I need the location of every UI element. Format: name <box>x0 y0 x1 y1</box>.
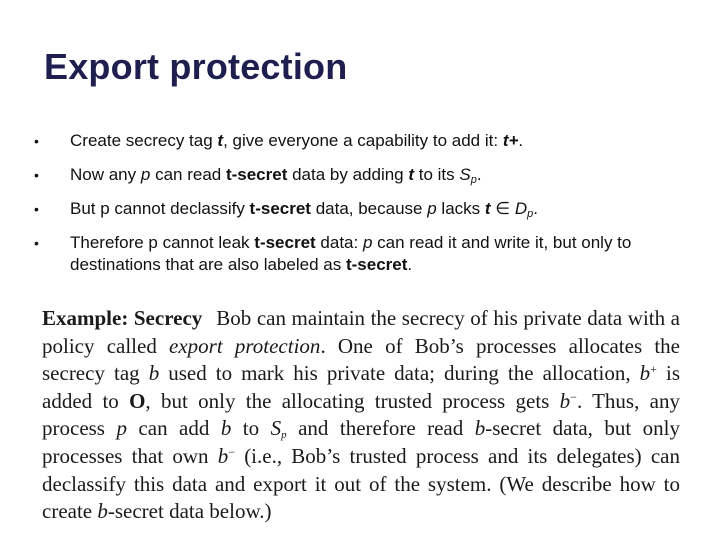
example-paragraph <box>42 305 680 526</box>
bullet-list <box>30 130 690 288</box>
example-text: to <box>231 416 271 441</box>
example-text: S <box>270 416 282 441</box>
example-text: b <box>220 416 232 441</box>
example-subscript: p <box>281 429 287 442</box>
bullet-text: data: <box>315 233 363 252</box>
example-text: b <box>639 361 651 386</box>
example-heading: Example: Secrecy <box>42 306 203 330</box>
example-text: b <box>559 388 571 413</box>
bullet-text: t-secret <box>249 199 311 218</box>
bullet-text: data by adding <box>287 165 409 184</box>
example-text: and therefore read <box>286 416 475 441</box>
bullet-text: . <box>533 199 538 218</box>
bullet-text: t <box>217 131 224 150</box>
example-text: b <box>148 361 160 386</box>
bullet-text: p <box>140 165 151 184</box>
bullet-text: p <box>427 199 437 218</box>
bullet-text: . <box>518 131 524 150</box>
example-text: b <box>97 499 108 524</box>
example-text: used to mark his private data; during the allocation, <box>159 361 640 386</box>
bullet-text: , give everyone a capability to add it: <box>223 131 503 150</box>
bullet-item <box>30 164 690 186</box>
example-text: is added to <box>42 361 680 413</box>
bullet-text: t-secret <box>254 233 316 252</box>
bullet-text: D <box>514 199 528 218</box>
bullet-dot-icon: • <box>34 133 39 149</box>
bullet-text: Create secrecy tag <box>70 131 218 150</box>
bullet-text: can read it and write it, but only to destinations that are also labeled as <box>70 233 632 274</box>
example-superscript: − <box>228 444 235 459</box>
bullet-text: Now any <box>70 165 141 184</box>
example-text: , but only the allocating trusted process gets <box>145 388 560 413</box>
example-superscript: − <box>570 389 577 404</box>
example-text: Bob can maintain the secrecy of his private data with a policy called <box>42 306 681 358</box>
bullet-item <box>30 232 690 276</box>
example-text: . One of Bob’s processes allocates the secrecy tag <box>42 333 680 386</box>
bullet-text: Therefore p cannot leak <box>70 233 255 252</box>
example-text: p <box>116 416 127 441</box>
bullet-dot-icon: • <box>34 167 39 183</box>
bullet-subscript: p <box>527 208 534 220</box>
page-title: Export protection <box>44 46 348 87</box>
bullet-text: t-secret <box>345 255 408 274</box>
bullet-text: . <box>407 255 413 274</box>
example-text: -secret data below.) <box>107 499 272 524</box>
bullet-text: t <box>408 165 415 184</box>
example-text: b <box>217 443 229 468</box>
bullet-text: ∈ <box>490 199 515 218</box>
example-text: (i.e., Bob’s trusted process and its delegates) can declassify this data and export it out of the system. (We describe how to create <box>42 443 681 524</box>
bullet-text: can read <box>150 165 226 184</box>
bullet-text: to its <box>414 165 460 184</box>
example-text: can add <box>126 416 221 441</box>
bullet-text: t-secret <box>225 165 288 184</box>
bullet-text: data, because <box>310 199 428 218</box>
bullet-dot-icon: • <box>34 235 39 251</box>
example-text: b <box>474 416 486 441</box>
bullet-item <box>30 130 690 152</box>
bullet-text: S <box>459 165 471 184</box>
example-text: . Thus, any process <box>42 388 680 441</box>
bullet-subscript: p <box>470 174 477 186</box>
example-superscript: + <box>650 362 657 377</box>
bullet-text: p <box>362 233 373 252</box>
bullet-text: But p cannot declassify <box>70 199 250 218</box>
example-text: -secret data, but only processes that own <box>42 416 680 468</box>
bullet-text: lacks <box>436 199 485 218</box>
bullet-dot-icon: • <box>34 201 39 217</box>
bullet-text: . <box>476 165 482 184</box>
bullet-text: t <box>484 199 491 218</box>
bullet-text: t+ <box>502 131 519 150</box>
example-text: export protection <box>169 333 321 358</box>
example-text: O <box>129 388 146 413</box>
bullet-item <box>30 198 690 220</box>
